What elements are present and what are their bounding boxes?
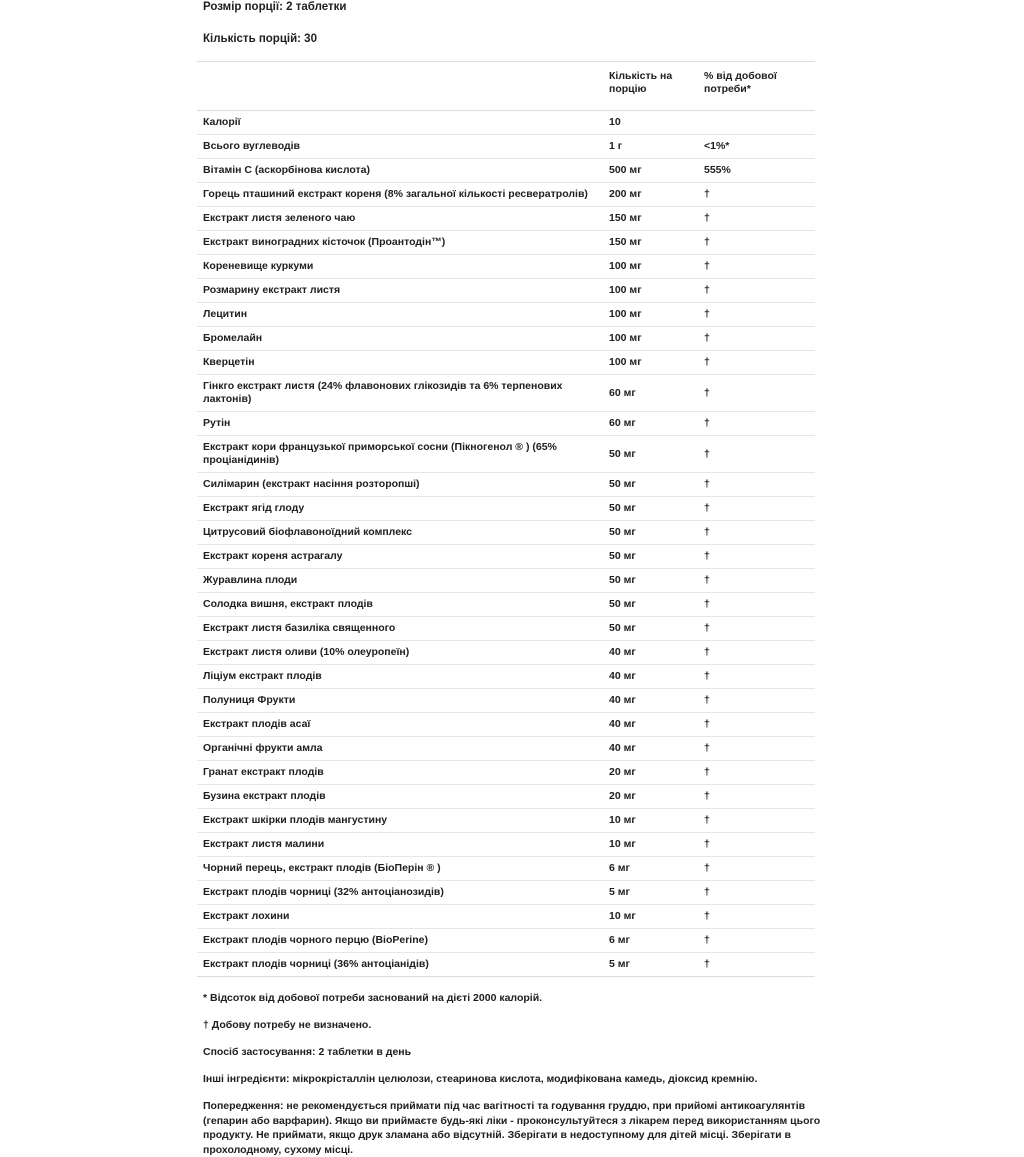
cell-amount-per-serving: 150 мг (603, 207, 698, 231)
cell-nutrient-name: Екстракт ягід глоду (197, 497, 603, 521)
cell-nutrient-name: Екстракт кореня астрагалу (197, 545, 603, 569)
cell-nutrient-name: Кореневище куркуми (197, 255, 603, 279)
servings-per-container-label: Кількість порцій: 30 (203, 33, 317, 45)
table-row (197, 375, 815, 412)
other-ingredients-text: Інші інгредієнти: мікрокрісталлін целюлози, стеаринова кислота, модифікована камедь, діоксид кремнію. (203, 1073, 758, 1085)
cell-nutrient-name: Екстракт плодів чорниці (32% антоціанозидів) (197, 881, 603, 905)
cell-daily-value: † (698, 545, 815, 569)
cell-daily-value: † (698, 593, 815, 617)
table-row (197, 351, 815, 375)
cell-amount-per-serving: 150 мг (603, 231, 698, 255)
cell-nutrient-name: Гранат екстракт плодів (197, 761, 603, 785)
table-row (197, 231, 815, 255)
cell-daily-value: † (698, 785, 815, 809)
cell-daily-value: <1%* (698, 135, 815, 159)
cell-daily-value: † (698, 303, 815, 327)
column-header-amount-per-serving: Кількість на порцію (603, 62, 698, 111)
cell-nutrient-name: Журавлина плоди (197, 569, 603, 593)
cell-amount-per-serving: 10 (603, 111, 698, 135)
table-body (197, 111, 815, 977)
cell-nutrient-name: Калорії (197, 111, 603, 135)
table-row (197, 785, 815, 809)
table-row (197, 569, 815, 593)
cell-nutrient-name: Екстракт плодів чорниці (36% антоціанідів) (197, 953, 603, 977)
cell-nutrient-name: Горець пташиний екстракт кореня (8% загальної кількості ресвератролів) (197, 183, 603, 207)
table-row (197, 713, 815, 737)
cell-amount-per-serving: 100 мг (603, 255, 698, 279)
cell-daily-value: † (698, 641, 815, 665)
cell-nutrient-name: Органічні фрукти амла (197, 737, 603, 761)
cell-nutrient-name: Розмарину екстракт листя (197, 279, 603, 303)
cell-daily-value (698, 111, 815, 135)
cell-amount-per-serving: 40 мг (603, 713, 698, 737)
cell-amount-per-serving: 20 мг (603, 761, 698, 785)
table-row (197, 881, 815, 905)
footnote-asterisk: * Відсоток від добової потреби заснований на дієті 2000 калорій. (203, 992, 543, 1004)
cell-daily-value: † (698, 327, 815, 351)
cell-amount-per-serving: 50 мг (603, 569, 698, 593)
cell-amount-per-serving: 50 мг (603, 473, 698, 497)
cell-daily-value: † (698, 809, 815, 833)
table-row (197, 473, 815, 497)
cell-amount-per-serving: 500 мг (603, 159, 698, 183)
cell-amount-per-serving: 40 мг (603, 665, 698, 689)
cell-daily-value: † (698, 183, 815, 207)
warning-text: Попередження: не рекомендується приймати під час вагітності та годування груддю, при прийомі антикоагулянтів (гепарин або варфарин). Якщо ви приймаєте будь-які ліки - проконсультуйтеся з лікарем перед використанням цього продукту. Не приймати, якщо друк зламана або відсутній. Зберігати в недоступному для дітей місці. Зберігати в прохолодному, сухому місці. (203, 1100, 821, 1156)
table-row (197, 207, 815, 231)
table-row (197, 689, 815, 713)
cell-nutrient-name: Силімарин (екстракт насіння розторопші) (197, 473, 603, 497)
cell-amount-per-serving: 50 мг (603, 521, 698, 545)
cell-amount-per-serving: 50 мг (603, 545, 698, 569)
table-row (197, 255, 815, 279)
cell-amount-per-serving: 200 мг (603, 183, 698, 207)
cell-nutrient-name: Екстракт плодів асаї (197, 713, 603, 737)
table-row (197, 905, 815, 929)
table-row (197, 436, 815, 473)
table-header (197, 62, 815, 111)
cell-nutrient-name: Екстракт листя базиліка священного (197, 617, 603, 641)
cell-daily-value: † (698, 521, 815, 545)
footnote-dagger: † Добову потребу не визначено. (203, 1019, 372, 1031)
cell-daily-value: † (698, 497, 815, 521)
table-row (197, 761, 815, 785)
cell-amount-per-serving: 60 мг (603, 375, 698, 412)
cell-daily-value: † (698, 207, 815, 231)
cell-nutrient-name: Екстракт плодів чорного перцю (BioPerine) (197, 929, 603, 953)
cell-daily-value: † (698, 375, 815, 412)
table-row (197, 521, 815, 545)
cell-nutrient-name: Ліціум екстракт плодів (197, 665, 603, 689)
cell-daily-value: † (698, 833, 815, 857)
supplement-facts-table (197, 61, 815, 977)
cell-amount-per-serving: 40 мг (603, 641, 698, 665)
cell-amount-per-serving: 10 мг (603, 809, 698, 833)
cell-nutrient-name: Екстракт листя зеленого чаю (197, 207, 603, 231)
cell-nutrient-name: Екстракт листя малини (197, 833, 603, 857)
cell-nutrient-name: Екстракт листя оливи (10% олеуропеїн) (197, 641, 603, 665)
cell-daily-value: † (698, 617, 815, 641)
cell-amount-per-serving: 100 мг (603, 327, 698, 351)
cell-amount-per-serving: 40 мг (603, 689, 698, 713)
cell-daily-value: † (698, 689, 815, 713)
table-row (197, 737, 815, 761)
cell-amount-per-serving: 5 мг (603, 881, 698, 905)
cell-daily-value: † (698, 761, 815, 785)
table-row (197, 183, 815, 207)
cell-daily-value: † (698, 412, 815, 436)
cell-daily-value: † (698, 929, 815, 953)
table-row (197, 159, 815, 183)
cell-daily-value: † (698, 665, 815, 689)
cell-nutrient-name: Полуниця Фрукти (197, 689, 603, 713)
cell-amount-per-serving: 40 мг (603, 737, 698, 761)
cell-nutrient-name: Екстракт виноградних кісточок (Проантодін™) (197, 231, 603, 255)
table-row (197, 279, 815, 303)
cell-amount-per-serving: 60 мг (603, 412, 698, 436)
table-row (197, 111, 815, 135)
cell-amount-per-serving: 20 мг (603, 785, 698, 809)
cell-amount-per-serving: 10 мг (603, 905, 698, 929)
cell-nutrient-name: Солодка вишня, екстракт плодів (197, 593, 603, 617)
cell-nutrient-name: Вітамін С (аскорбінова кислота) (197, 159, 603, 183)
table-row (197, 545, 815, 569)
table-header-row (197, 62, 815, 111)
table-row (197, 833, 815, 857)
cell-nutrient-name: Екстракт шкірки плодів мангустину (197, 809, 603, 833)
table-row (197, 327, 815, 351)
cell-nutrient-name: Чорний перець, екстракт плодів (БіоПерін ® ) (197, 857, 603, 881)
cell-daily-value: † (698, 231, 815, 255)
cell-amount-per-serving: 100 мг (603, 351, 698, 375)
table-row (197, 412, 815, 436)
cell-daily-value: † (698, 737, 815, 761)
cell-nutrient-name: Всього вуглеводів (197, 135, 603, 159)
cell-nutrient-name: Гінкго екстракт листя (24% флавонових глікозидів та 6% терпенових лактонів) (197, 375, 603, 412)
cell-daily-value: † (698, 279, 815, 303)
cell-nutrient-name: Бузина екстракт плодів (197, 785, 603, 809)
cell-daily-value: † (698, 713, 815, 737)
cell-daily-value: † (698, 881, 815, 905)
cell-daily-value: † (698, 953, 815, 977)
cell-amount-per-serving: 6 мг (603, 929, 698, 953)
cell-amount-per-serving: 50 мг (603, 436, 698, 473)
column-header-daily-value: % від добової потреби* (698, 62, 815, 111)
cell-nutrient-name: Кверцетін (197, 351, 603, 375)
cell-amount-per-serving: 50 мг (603, 593, 698, 617)
column-header-nutrient (197, 62, 603, 111)
table-row (197, 593, 815, 617)
cell-nutrient-name: Екстракт лохини (197, 905, 603, 929)
cell-amount-per-serving: 6 мг (603, 857, 698, 881)
cell-amount-per-serving: 100 мг (603, 279, 698, 303)
cell-daily-value: 555% (698, 159, 815, 183)
cell-daily-value: † (698, 857, 815, 881)
cell-daily-value: † (698, 569, 815, 593)
cell-nutrient-name: Рутін (197, 412, 603, 436)
cell-amount-per-serving: 50 мг (603, 497, 698, 521)
footnotes-section (197, 991, 834, 1157)
table-row (197, 617, 815, 641)
cell-amount-per-serving: 10 мг (603, 833, 698, 857)
cell-amount-per-serving: 100 мг (603, 303, 698, 327)
cell-amount-per-serving: 5 мг (603, 953, 698, 977)
serving-size-label: Розмір порції: 2 таблетки (203, 1, 347, 13)
cell-nutrient-name: Бромелайн (197, 327, 603, 351)
cell-daily-value: † (698, 905, 815, 929)
cell-daily-value: † (698, 255, 815, 279)
table-row (197, 641, 815, 665)
cell-daily-value: † (698, 351, 815, 375)
table-row (197, 135, 815, 159)
directions-text: Спосіб застосування: 2 таблетки в день (203, 1046, 412, 1058)
table-row (197, 665, 815, 689)
cell-nutrient-name: Лецитин (197, 303, 603, 327)
cell-daily-value: † (698, 473, 815, 497)
cell-daily-value: † (698, 436, 815, 473)
table-row (197, 857, 815, 881)
cell-nutrient-name: Цитрусовий біофлавоноїдний комплекс (197, 521, 603, 545)
table-row (197, 929, 815, 953)
table-row (197, 497, 815, 521)
table-row (197, 953, 815, 977)
table-row (197, 809, 815, 833)
cell-amount-per-serving: 1 г (603, 135, 698, 159)
cell-nutrient-name: Екстракт кори французької приморської сосни (Пікногенол ® ) (65% проціанідинів) (197, 436, 603, 473)
table-row (197, 303, 815, 327)
cell-amount-per-serving: 50 мг (603, 617, 698, 641)
